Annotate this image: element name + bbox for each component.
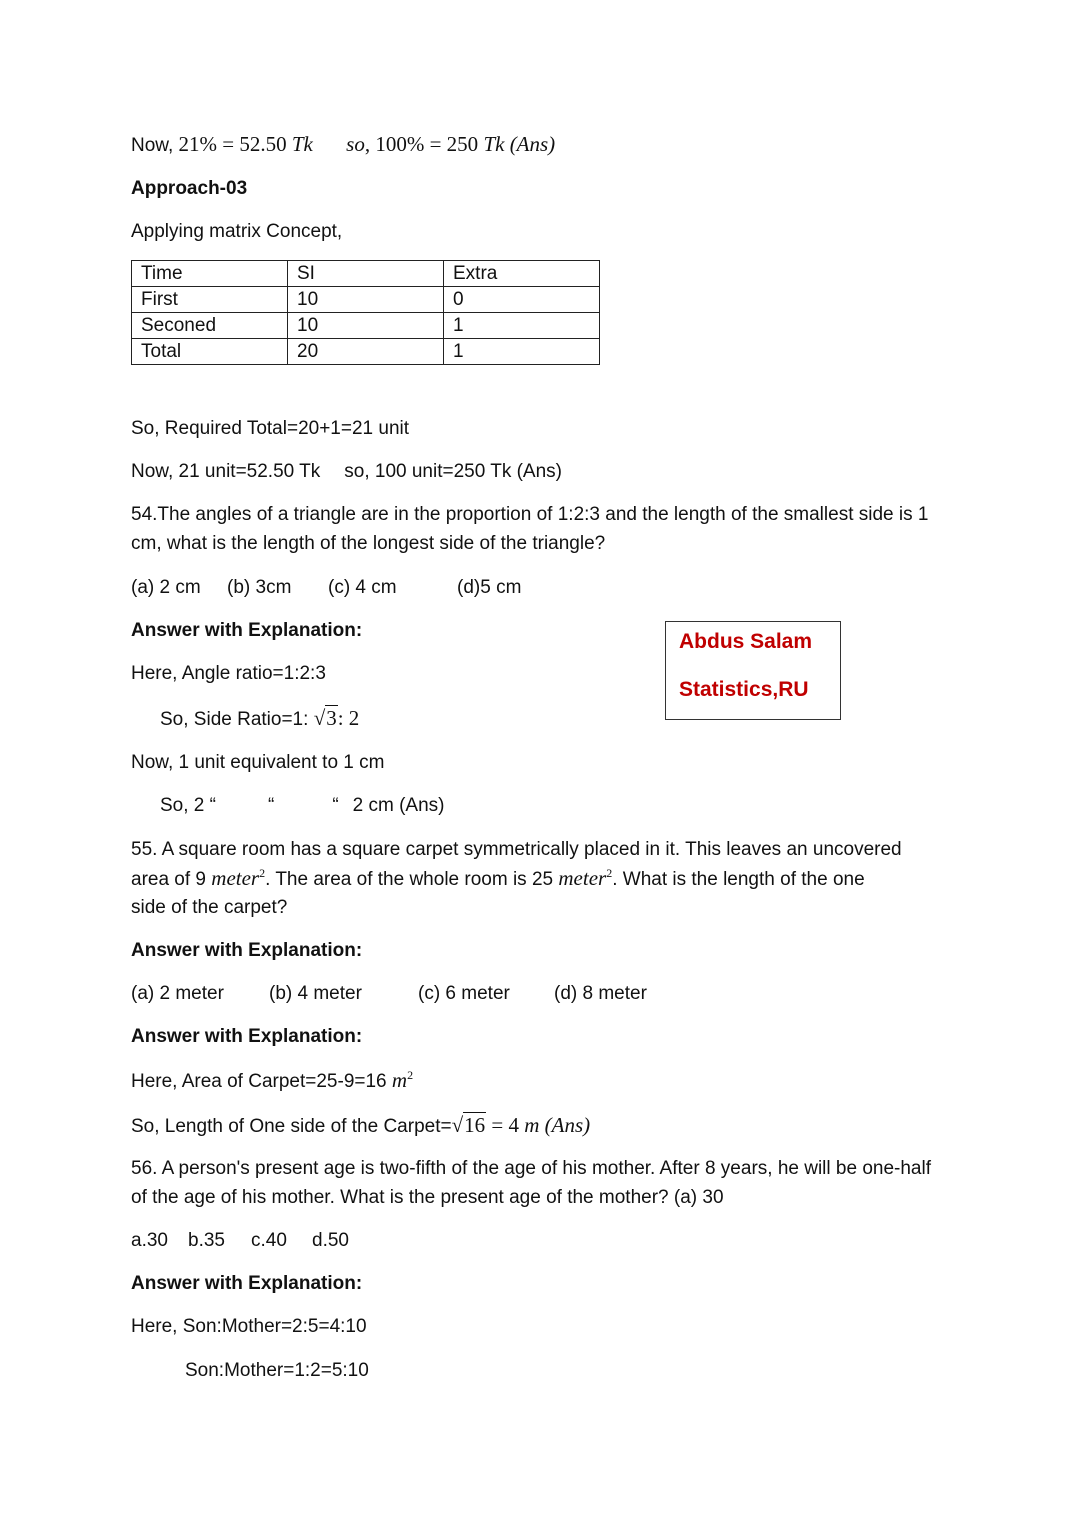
table-cell: 10 (288, 313, 444, 339)
eq1: 21% = 52.50 (178, 132, 292, 156)
table-cell: 20 (288, 339, 444, 365)
applying-text: Applying matrix Concept, (131, 221, 343, 242)
ans-label: (Ans) (509, 132, 556, 156)
ditto-mark: “ (332, 795, 339, 816)
option-d: d.50 (312, 1230, 349, 1251)
question-56: 56. A person's present age is two-fifth of the age of his mother. After 8 years, he will be one-half of the age of his mother. What is the present age of the mother? (a) 30 (131, 1158, 931, 1208)
side-ratio-prefix: So, Side Ratio=1: (160, 709, 314, 730)
question-55-line1: 55. A square room has a square carpet symmetrically placed in it. This leaves an uncovered (131, 839, 902, 860)
squared: 2 (407, 1068, 414, 1082)
question-55-line2 (131, 864, 865, 894)
ratio-line-1: Here, Son:Mother=2:5=4:10 (131, 1316, 367, 1337)
ditto-mark: “ (267, 795, 275, 816)
sqrt-3: √3 (313, 706, 337, 730)
option-a: a.30 (131, 1230, 168, 1251)
m-unit: m (524, 1113, 540, 1137)
question-54: 54.The angles of a triangle are in the proportion of 1:2:3 and the length of the smallest side is 1 cm, what is the length of the longest side of the triangle? (131, 504, 929, 554)
unit-part2: so, 100 unit=250 Tk (Ans) (344, 461, 562, 482)
conclusion-line (160, 791, 445, 820)
table-row (132, 339, 600, 365)
carpet-length-line (131, 1111, 590, 1141)
header-cell: Time (132, 261, 288, 287)
table-cell: 1 (444, 339, 600, 365)
table-header-row (132, 261, 600, 287)
q54-options (131, 573, 521, 602)
sqrt-16: √16 = 4 m (Ans) (451, 1113, 591, 1137)
option-b: b.35 (188, 1230, 225, 1251)
required-total-line: So, Required Total=20+1=21 unit (131, 418, 410, 439)
option-d: (d)5 cm (457, 577, 522, 598)
side-ratio-suffix: : 2 (337, 706, 360, 730)
side-ratio-line (160, 704, 359, 734)
ratio-line-2: Son:Mother=1:2=5:10 (185, 1360, 369, 1381)
author-name: Abdus Salam (679, 630, 813, 653)
header-cell: Extra (444, 261, 600, 287)
area-text: Here, Area of Carpet=25-9=16 (131, 1071, 392, 1092)
squared: 2 (606, 866, 613, 880)
squared: 2 (259, 866, 266, 880)
now-label: Now, (131, 135, 179, 156)
q55-text-c: . What is the length of the one (612, 869, 865, 890)
option-c: c.40 (251, 1230, 287, 1251)
conclusion-result: 2 cm (Ans) (352, 795, 445, 816)
matrix-table (131, 260, 600, 365)
so-word: so (346, 132, 365, 156)
angle-ratio-line: Here, Angle ratio=1:2:3 (131, 663, 326, 684)
q55-text-b: . The area of the whole room is 25 (265, 869, 559, 890)
option-b: (b) 3cm (227, 577, 292, 598)
length-prefix: So, Length of One side of the Carpet= (131, 1116, 452, 1137)
conclusion-so: So, 2 “ (160, 795, 216, 816)
sqrt-3-value: 3 (326, 706, 337, 730)
table-row (132, 313, 600, 339)
meter-unit: meter (558, 866, 607, 890)
table-cell: 1 (444, 313, 600, 339)
area-carpet-line (131, 1066, 413, 1096)
table-cell: Total (132, 339, 288, 365)
author-affiliation: Statistics,RU (679, 678, 809, 701)
unit-part1: Now, 21 unit=52.50 Tk (131, 461, 321, 482)
answer-heading-54: Answer with Explanation: (131, 620, 363, 641)
tk-unit-2: Tk (483, 132, 505, 156)
q56-options (131, 1226, 349, 1255)
ans-label: (Ans) (539, 1113, 591, 1137)
table-cell: Seconed (132, 313, 288, 339)
author-watermark-box (665, 621, 841, 720)
option-b: (b) 4 meter (269, 983, 362, 1004)
math-21-percent (179, 132, 313, 156)
option-a: (a) 2 cm (131, 577, 201, 598)
option-c: (c) 4 cm (328, 577, 397, 598)
unit-equation-line (131, 457, 562, 486)
table-row (132, 287, 600, 313)
answer-heading-55a: Answer with Explanation: (131, 940, 363, 961)
tk-unit: Tk (291, 132, 313, 156)
percent-equation-line (131, 130, 555, 160)
option-d: (d) 8 meter (554, 983, 647, 1004)
math-100-percent (346, 132, 555, 156)
eq2: , 100% = 250 (364, 132, 484, 156)
table-cell: 10 (288, 287, 444, 313)
unit-equivalent-line: Now, 1 unit equivalent to 1 cm (131, 752, 385, 773)
answer-heading-55b: Answer with Explanation: (131, 1026, 363, 1047)
answer-heading-56: Answer with Explanation: (131, 1273, 363, 1294)
m-unit: m (391, 1068, 408, 1092)
table-cell: 0 (444, 287, 600, 313)
meter-unit: meter (211, 866, 260, 890)
header-cell: SI (288, 261, 444, 287)
approach-heading: Approach-03 (131, 178, 248, 199)
sqrt-16-value: 16 (464, 1113, 486, 1137)
option-c: (c) 6 meter (418, 983, 510, 1004)
question-55-line3: side of the carpet? (131, 897, 288, 918)
q55-text-a: area of 9 (131, 869, 212, 890)
q55-options (131, 979, 647, 1008)
length-eq: = 4 (486, 1113, 525, 1137)
option-a: (a) 2 meter (131, 983, 224, 1004)
table-cell: First (132, 287, 288, 313)
